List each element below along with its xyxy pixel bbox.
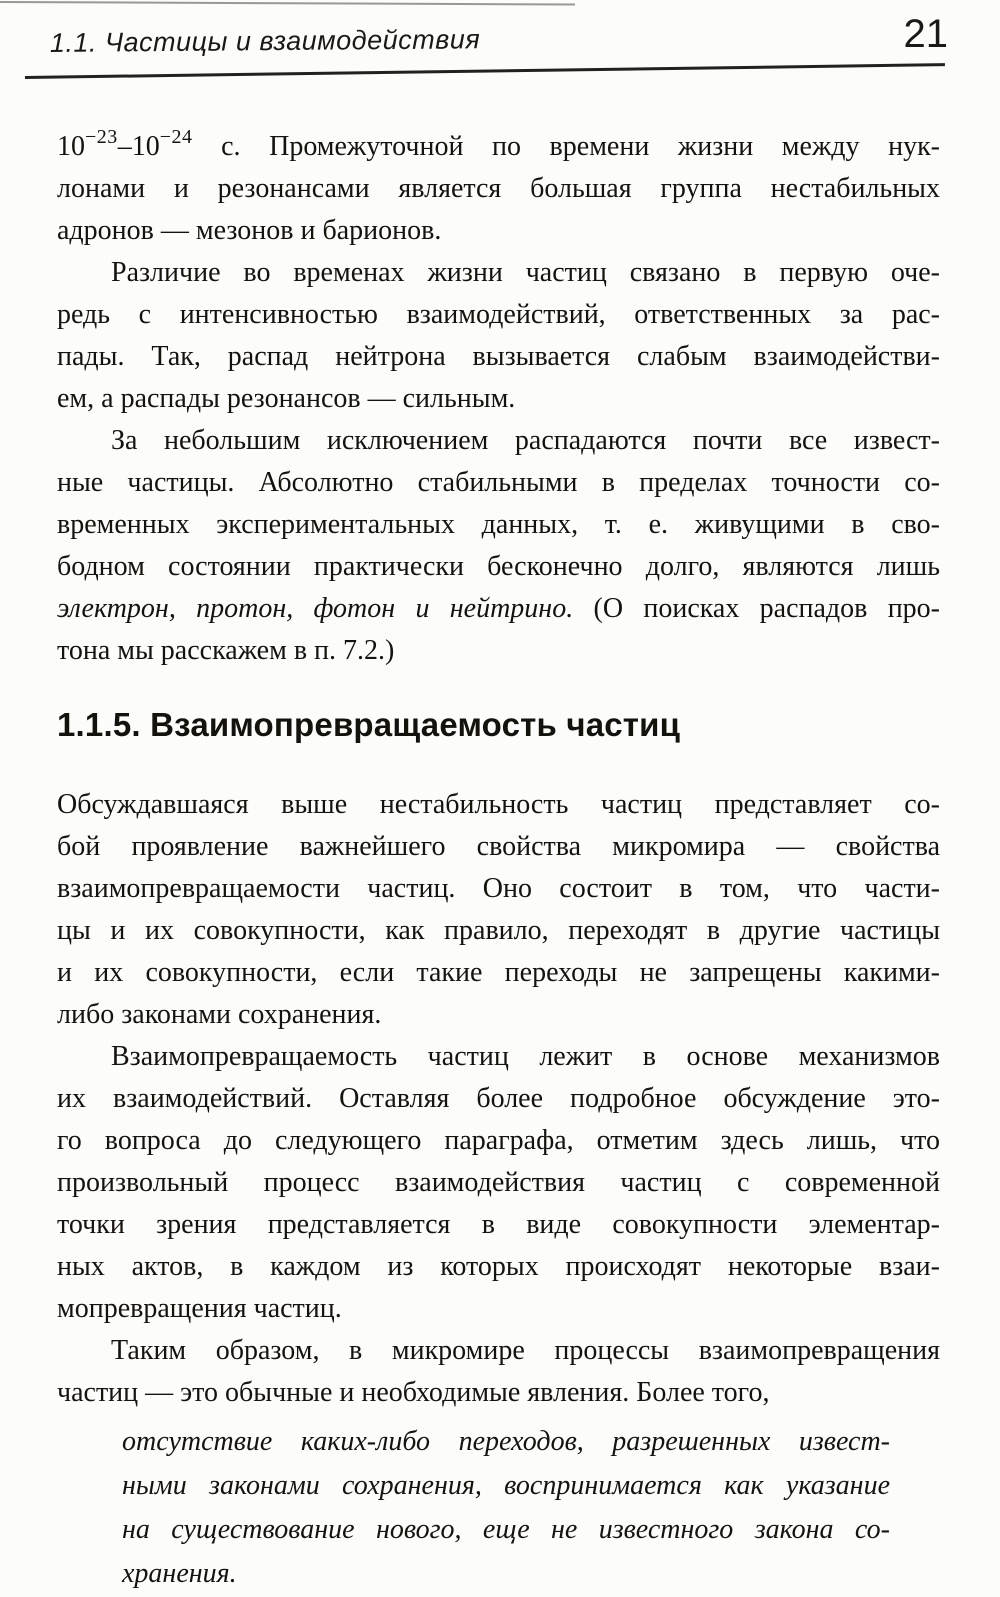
text-line: хранения. (122, 1558, 237, 1589)
superscript-exponent: −23 (85, 126, 118, 148)
text-line: отсутствие каких-либо переходов, разрешенных извест- (122, 1426, 890, 1457)
text-line: $10^{-23}-10^{-24}$ с. Промежуточной по времени жизни между нук- (57, 126, 940, 162)
paragraph (57, 784, 940, 1036)
emphasized-terms: электрон, протон, фотон и нейтрино. (57, 593, 574, 624)
running-title: 1.1. Частицы и взаимодействия (49, 24, 481, 59)
text-line: цы и их совокупности, как правило, переходят в другие частицы (57, 915, 940, 946)
paragraph (57, 126, 940, 252)
text-line: Обсуждавшаяся выше нестабильность частиц представляет со- (57, 789, 940, 820)
text-line: ными законами сохранения, воспринимается как указание (122, 1470, 890, 1501)
text-line: пады. Так, распад нейтрона вызывается слабым взаимодействи- (57, 341, 940, 372)
text-line: временных экспериментальных данных, т. е. живущими в сво- (57, 509, 940, 540)
text-line: ные частицы. Абсолютно стабильными в пределах точности со- (57, 467, 940, 498)
text-line: произвольный процесс взаимодействия частиц с современной (57, 1167, 940, 1198)
text-line: электрон, протон, фотон и нейтрино. (О поисках распадов про- (57, 593, 941, 624)
text-line: адронов — мезонов и барионов. (57, 215, 442, 246)
paragraph (57, 420, 940, 672)
text-line: взаимопревращаемости частиц. Оно состоит в том, что части- (57, 873, 940, 904)
text-line: редь с интенсивностью взаимодействий, ответственных за рас- (57, 299, 940, 330)
text-line: Взаимопревращаемость частиц лежит в основе механизмов (111, 1041, 940, 1072)
paragraph (57, 252, 940, 420)
text-line: на существование нового, еще не известного закона со- (122, 1514, 890, 1545)
page-header (0, 0, 1000, 110)
text-line: либо законами сохранения. (57, 999, 382, 1030)
text-line: ем, а распады резонансов — сильным. (57, 383, 516, 414)
page-number: 21 (903, 12, 948, 56)
text-line: Таким образом, в микромире процессы взаимопревращения (111, 1335, 940, 1366)
text-line: мопревращения частиц. (57, 1293, 342, 1324)
text-line: Различие во временах жизни частиц связано в первую оче- (111, 257, 940, 288)
text-line: лонами и резонансами является большая группа нестабильных (57, 173, 940, 204)
text-line: За небольшим исключением распадаются почти все извест- (111, 425, 940, 456)
block-quote (122, 1420, 890, 1596)
text-line: бой проявление важнейшего свойства микромира — свойства (57, 831, 940, 862)
body-text (57, 126, 940, 1596)
paragraph (57, 1330, 940, 1414)
text-line: и их совокупности, если такие переходы не запрещены какими- (57, 957, 940, 988)
paragraph (57, 1036, 940, 1330)
text-line: их взаимодействий. Оставляя более подробное обсуждение это- (57, 1083, 940, 1114)
text-line: точки зрения представляется в виде совокупности элементар- (57, 1209, 940, 1240)
superscript-exponent: −24 (159, 126, 193, 148)
text-line: частиц — это обычные и необходимые явления. Более того, (57, 1377, 770, 1408)
text-line: ных актов, в каждом из которых происходят некоторые взаи- (57, 1251, 940, 1282)
section-heading: 1.1.5. Взаимопревращаемость частиц (57, 706, 681, 743)
text-line: го вопроса до следующего параграфа, отметим здесь лишь, что (57, 1125, 940, 1156)
text-line: бодном состоянии практически бесконечно долго, являются лишь (57, 551, 940, 582)
text-line: тона мы расскажем в п. 7.2.) (57, 635, 395, 666)
